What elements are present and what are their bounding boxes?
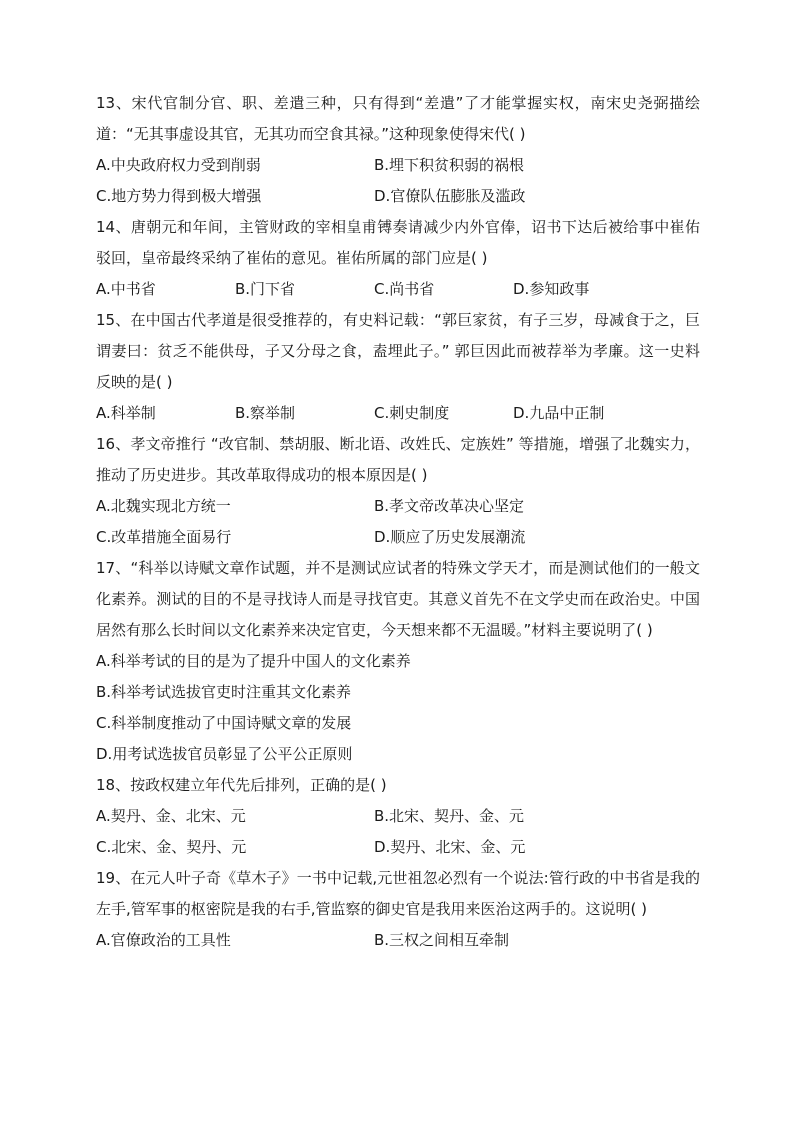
question-13-option-d: D.官僚队伍膨胀及滥政 <box>374 187 526 205</box>
question-18-option-a: A.契丹、金、北宋、元 <box>96 807 246 825</box>
question-15-option-a: A.科举制 <box>96 404 156 422</box>
question-18-options-row-2 <box>96 832 700 863</box>
question-15-options-row <box>96 398 700 429</box>
question-14-options-row <box>96 274 700 305</box>
question-14-option-d: D.参知政事 <box>513 280 590 298</box>
question-16-stem: 16、孝文帝推行 “改官制、禁胡服、断北语、改姓氏、定族姓” 等措施，增强了北魏实力，推动了历史进步。其改革取得成功的根本原因是( ) <box>96 435 700 484</box>
question-17-option-d: D.用考试选拔官员彰显了公平公正原则 <box>96 745 353 763</box>
question-14-stem: 14、唐朝元和年间，主管财政的宰相皇甫镈奏请减少内外官俸，诏书下达后被给事中崔佑驳回，皇帝最终采纳了崔佑的意见。崔佑所属的部门应是( ) <box>96 218 700 267</box>
question-17-option-c: C.科举制度推动了中国诗赋文章的发展 <box>96 714 352 732</box>
question-19-option-b: B.三权之间相互牵制 <box>374 931 510 949</box>
question-17-option-a: A.科举考试的目的是为了提升中国人的文化素养 <box>96 652 411 670</box>
question-13-options-row-2 <box>96 181 700 212</box>
question-18-options-row-1 <box>96 801 700 832</box>
question-13-option-b: B.埋下积贫积弱的祸根 <box>374 156 525 174</box>
question-16-option-d: D.顺应了历史发展潮流 <box>374 528 526 546</box>
question-19-stem: 19、在元人叶子奇《草木子》一书中记载,元世祖忽必烈有一个说法:管行政的中书省是我的左手,管军事的枢密院是我的右手,管监察的御史官是我用来医治这两手的。这说明( ) <box>96 869 700 918</box>
question-16-option-b: B.孝文帝改革决心坚定 <box>374 497 525 515</box>
question-15-option-b: B.察举制 <box>235 404 296 422</box>
question-15-option-d: D.九品中正制 <box>513 404 605 422</box>
question-15-stem: 15、在中国古代孝道是很受推荐的，有史料记载：“郭巨家贫，有子三岁，母减食于之，巨谓妻曰：贫乏不能供母，子又分母之食，盍埋此子。” 郭巨因此而被荐举为孝廉。这一史料反映的是( ) <box>96 311 700 391</box>
question-16-option-a: A.北魏实现北方统一 <box>96 497 231 515</box>
question-16-options-row-2 <box>96 522 700 553</box>
question-18-option-c: C.北宋、金、契丹、元 <box>96 838 247 856</box>
question-16-option-c: C.改革措施全面易行 <box>96 528 232 546</box>
question-18-stem: 18、按政权建立年代先后排列，正确的是( ) <box>96 776 387 794</box>
question-14-option-a: A.中书省 <box>96 280 156 298</box>
question-16-options-row-1 <box>96 491 700 522</box>
question-13-option-c: C.地方势力得到极大增强 <box>96 187 262 205</box>
question-13-stem: 13、宋代官制分官、职、差遣三种，只有得到“差遣”了才能掌握实权，南宋史尧弼描绘道：“无其事虚设其官，无其功而空食其禄。”这种现象使得宋代( ) <box>96 94 700 143</box>
question-18-option-d: D.契丹、北宋、金、元 <box>374 838 526 856</box>
question-15-option-c: C.刺史制度 <box>374 404 450 422</box>
question-17-stem: 17、“科举以诗赋文章作试题，并不是测试应试者的特殊文学天才，而是测试他们的一般文化素养。测试的目的不是寻找诗人而是寻找官吏。其意义首先不在文学史而在政治史。中国居然有那么长时间以文化素养来决定官吏，今天想来都不无温暖。”材料主要说明了( ) <box>96 559 700 639</box>
question-19-options-row-1 <box>96 925 700 956</box>
question-18-option-b: B.北宋、契丹、金、元 <box>374 807 525 825</box>
exam-page <box>96 88 700 956</box>
question-19-option-a: A.官僚政治的工具性 <box>96 931 231 949</box>
question-14-option-b: B.门下省 <box>235 280 296 298</box>
question-13-options-row-1 <box>96 150 700 181</box>
question-17-option-b: B.科举考试选拔官吏时注重其文化素养 <box>96 683 352 701</box>
question-13-option-a: A.中央政府权力受到削弱 <box>96 156 261 174</box>
question-14-option-c: C.尚书省 <box>374 280 435 298</box>
